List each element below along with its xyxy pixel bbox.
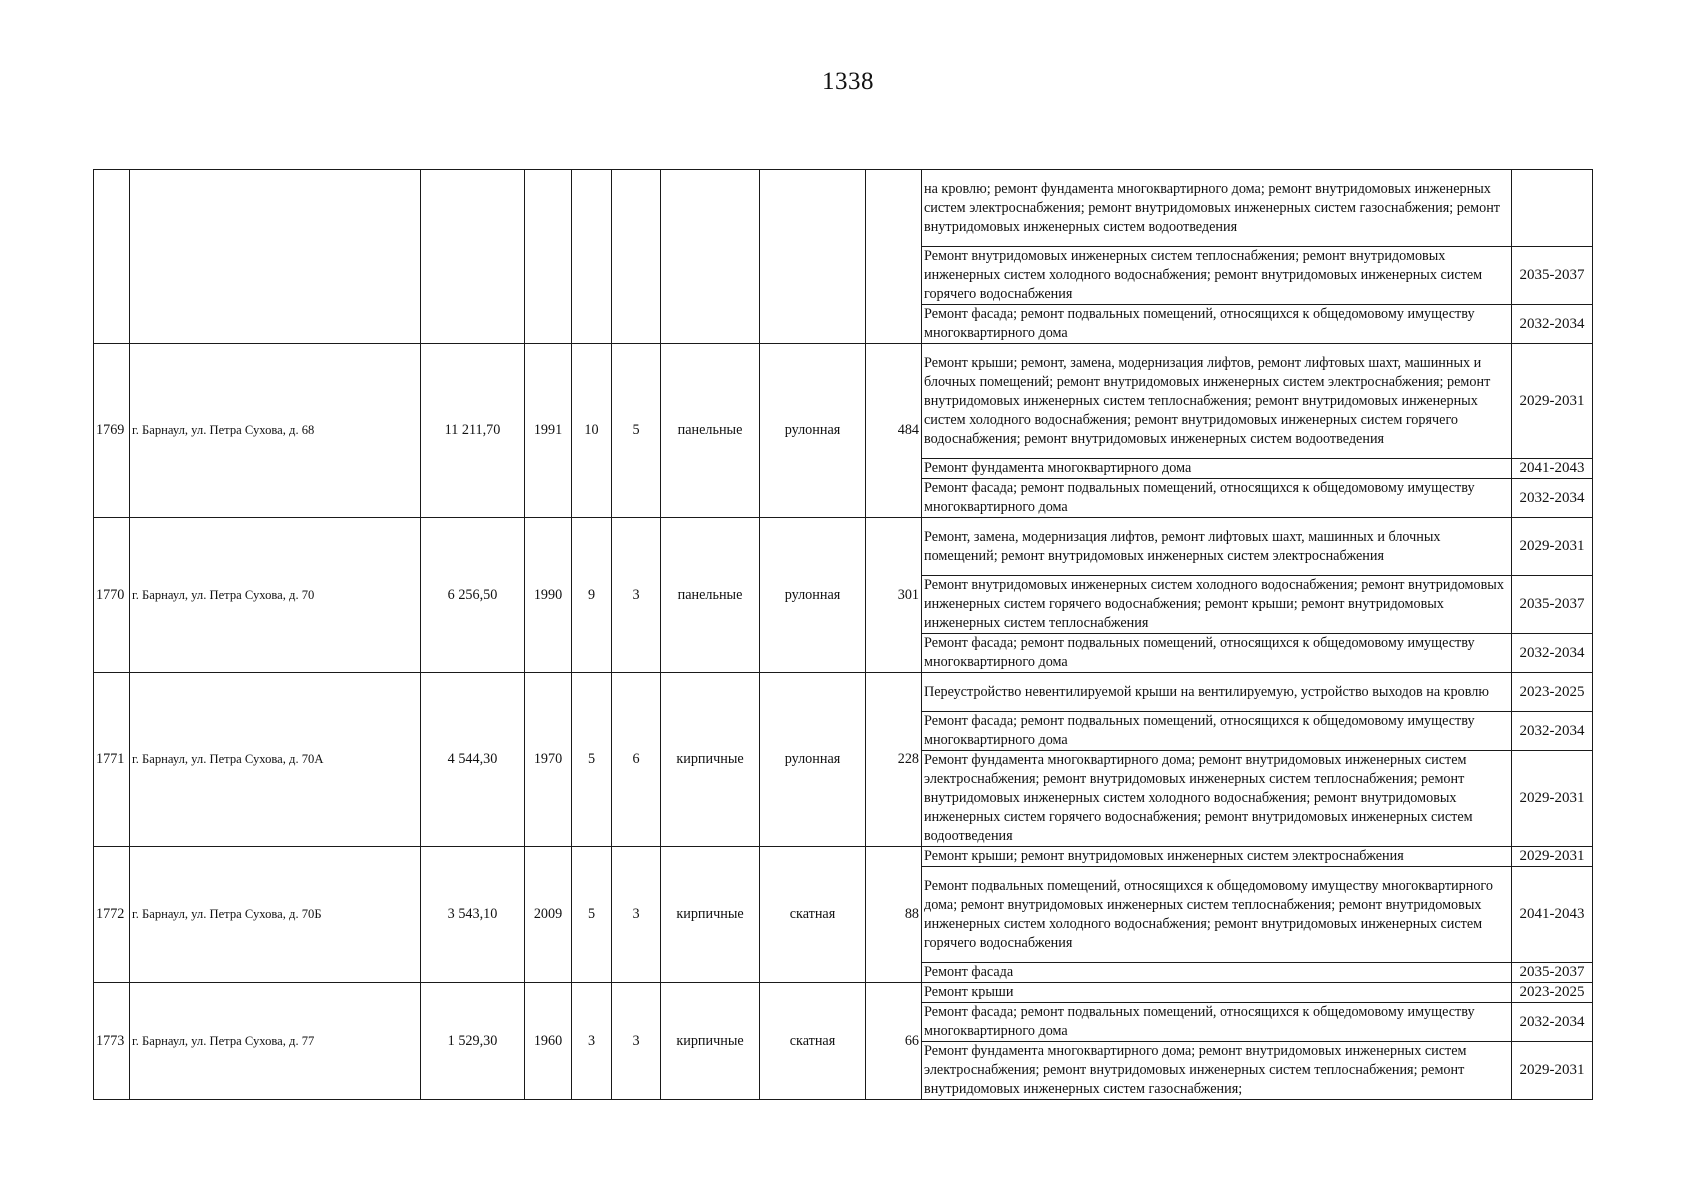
year-cell: 1990 bbox=[525, 518, 572, 673]
period-cell: 2032-2034 bbox=[1512, 479, 1593, 518]
walls-cell: кирпичные bbox=[661, 983, 760, 1100]
entrances-cell bbox=[612, 170, 661, 344]
walls-cell: кирпичные bbox=[661, 847, 760, 983]
num-cell bbox=[94, 170, 130, 344]
residents-cell: 66 bbox=[866, 983, 922, 1100]
period-cell: 2032-2034 bbox=[1512, 634, 1593, 673]
year-cell: 1991 bbox=[525, 344, 572, 518]
work-cell: Ремонт внутридомовых инженерных систем холодного водоснабжения; ремонт внутридомовых инженерных систем горячего водоснабжения; ремонт крыши; ремонт внутридомовых инженерных систем теплоснабжения bbox=[922, 576, 1512, 634]
entrances-cell: 5 bbox=[612, 344, 661, 518]
work-cell: Ремонт, замена, модернизация лифтов, ремонт лифтовых шахт, машинных и блочных помещений; ремонт внутридомовых инженерных систем электроснабжения bbox=[922, 518, 1512, 576]
year-cell: 1970 bbox=[525, 673, 572, 847]
capital-repair-table bbox=[93, 169, 1593, 1100]
period-cell: 2035-2037 bbox=[1512, 247, 1593, 305]
period-cell: 2041-2043 bbox=[1512, 867, 1593, 963]
work-cell: Ремонт подвальных помещений, относящихся к общедомовому имуществу многоквартирного дома; ремонт внутридомовых инженерных систем теплоснабжения; ремонт внутридомовых инженерных систем холодного водоснабжения; ремонт внутридомовых инженерных систем горячего водоснабжения bbox=[922, 867, 1512, 963]
work-cell: Ремонт крыши; ремонт внутридомовых инженерных систем электроснабжения bbox=[922, 847, 1512, 867]
area-cell: 11 211,70 bbox=[421, 344, 525, 518]
table-row bbox=[94, 344, 1593, 459]
floors-cell: 9 bbox=[572, 518, 612, 673]
area-cell: 1 529,30 bbox=[421, 983, 525, 1100]
work-cell: Ремонт фундамента многоквартирного дома; ремонт внутридомовых инженерных систем электроснабжения; ремонт внутридомовых инженерных систем теплоснабжения; ремонт внутридомовых инженерных систем газоснабжения; bbox=[922, 1042, 1512, 1100]
residents-cell: 228 bbox=[866, 673, 922, 847]
work-cell: Ремонт фундамента многоквартирного дома; ремонт внутридомовых инженерных систем электроснабжения; ремонт внутридомовых инженерных систем теплоснабжения; ремонт внутридомовых инженерных систем холодного водоснабжения; ремонт внутридомовых инженерных систем горячего водоснабжения; ремонт внутридомовых инженерных систем водоотведения bbox=[922, 751, 1512, 847]
table-row bbox=[94, 170, 1593, 247]
work-cell: Ремонт крыши; ремонт, замена, модернизация лифтов, ремонт лифтовых шахт, машинных и блочных помещений; ремонт внутридомовых инженерных систем электроснабжения; ремонт внутридомовых инженерных систем теплоснабжения; ремонт внутридомовых инженерных систем холодного водоснабжения; ремонт внутридомовых инженерных систем горячего водоснабжения; ремонт внутридомовых инженерных систем водоотведения bbox=[922, 344, 1512, 459]
work-cell: Ремонт фасада; ремонт подвальных помещений, относящихся к общедомовому имуществу многоквартирного дома bbox=[922, 712, 1512, 751]
work-cell: Ремонт фасада; ремонт подвальных помещений, относящихся к общедомовому имуществу многоквартирного дома bbox=[922, 305, 1512, 344]
num-cell: 1770 bbox=[94, 518, 130, 673]
year-cell: 1960 bbox=[525, 983, 572, 1100]
period-cell: 2035-2037 bbox=[1512, 576, 1593, 634]
floors-cell: 5 bbox=[572, 673, 612, 847]
roof-cell bbox=[760, 170, 866, 344]
work-cell: Переустройство невентилируемой крыши на вентилируемую, устройство выходов на кровлю bbox=[922, 673, 1512, 712]
period-cell: 2032-2034 bbox=[1512, 1003, 1593, 1042]
residents-cell: 88 bbox=[866, 847, 922, 983]
address-cell: г. Барнаул, ул. Петра Сухова, д. 70 bbox=[130, 518, 421, 673]
period-cell: 2023-2025 bbox=[1512, 983, 1593, 1003]
floors-cell: 3 bbox=[572, 983, 612, 1100]
num-cell: 1771 bbox=[94, 673, 130, 847]
floors-cell bbox=[572, 170, 612, 344]
entrances-cell: 6 bbox=[612, 673, 661, 847]
table-row bbox=[94, 983, 1593, 1003]
address-cell bbox=[130, 170, 421, 344]
num-cell: 1769 bbox=[94, 344, 130, 518]
area-cell bbox=[421, 170, 525, 344]
area-cell: 6 256,50 bbox=[421, 518, 525, 673]
roof-cell: рулонная bbox=[760, 518, 866, 673]
period-cell: 2029-2031 bbox=[1512, 1042, 1593, 1100]
work-cell: на кровлю; ремонт фундамента многоквартирного дома; ремонт внутридомовых инженерных систем электроснабжения; ремонт внутридомовых инженерных систем газоснабжения; ремонт внутридомовых инженерных систем водоотведения bbox=[922, 170, 1512, 247]
roof-cell: скатная bbox=[760, 847, 866, 983]
address-cell: г. Барнаул, ул. Петра Сухова, д. 77 bbox=[130, 983, 421, 1100]
num-cell: 1772 bbox=[94, 847, 130, 983]
year-cell: 2009 bbox=[525, 847, 572, 983]
walls-cell: панельные bbox=[661, 344, 760, 518]
residents-cell: 301 bbox=[866, 518, 922, 673]
floors-cell: 10 bbox=[572, 344, 612, 518]
area-cell: 4 544,30 bbox=[421, 673, 525, 847]
period-cell: 2029-2031 bbox=[1512, 751, 1593, 847]
entrances-cell: 3 bbox=[612, 518, 661, 673]
address-cell: г. Барнаул, ул. Петра Сухова, д. 70А bbox=[130, 673, 421, 847]
walls-cell: кирпичные bbox=[661, 673, 760, 847]
period-cell: 2041-2043 bbox=[1512, 459, 1593, 479]
roof-cell: рулонная bbox=[760, 344, 866, 518]
period-cell bbox=[1512, 170, 1593, 247]
period-cell: 2032-2034 bbox=[1512, 305, 1593, 344]
period-cell: 2035-2037 bbox=[1512, 963, 1593, 983]
address-cell: г. Барнаул, ул. Петра Сухова, д. 68 bbox=[130, 344, 421, 518]
num-cell: 1773 bbox=[94, 983, 130, 1100]
address-cell: г. Барнаул, ул. Петра Сухова, д. 70Б bbox=[130, 847, 421, 983]
entrances-cell: 3 bbox=[612, 847, 661, 983]
work-cell: Ремонт фасада; ремонт подвальных помещений, относящихся к общедомовому имуществу многоквартирного дома bbox=[922, 479, 1512, 518]
entrances-cell: 3 bbox=[612, 983, 661, 1100]
table-row bbox=[94, 518, 1593, 576]
work-cell: Ремонт фундамента многоквартирного дома bbox=[922, 459, 1512, 479]
roof-cell: рулонная bbox=[760, 673, 866, 847]
period-cell: 2023-2025 bbox=[1512, 673, 1593, 712]
work-cell: Ремонт фасада; ремонт подвальных помещений, относящихся к общедомовому имуществу многоквартирного дома bbox=[922, 634, 1512, 673]
walls-cell: панельные bbox=[661, 518, 760, 673]
period-cell: 2029-2031 bbox=[1512, 518, 1593, 576]
table-row bbox=[94, 847, 1593, 867]
residents-cell bbox=[866, 170, 922, 344]
work-cell: Ремонт крыши bbox=[922, 983, 1512, 1003]
work-cell: Ремонт фасада bbox=[922, 963, 1512, 983]
period-cell: 2029-2031 bbox=[1512, 344, 1593, 459]
period-cell: 2029-2031 bbox=[1512, 847, 1593, 867]
work-cell: Ремонт фасада; ремонт подвальных помещений, относящихся к общедомовому имуществу многоквартирного дома bbox=[922, 1003, 1512, 1042]
year-cell bbox=[525, 170, 572, 344]
floors-cell: 5 bbox=[572, 847, 612, 983]
residents-cell: 484 bbox=[866, 344, 922, 518]
area-cell: 3 543,10 bbox=[421, 847, 525, 983]
page-number: 1338 bbox=[822, 68, 874, 95]
table-row bbox=[94, 673, 1593, 712]
work-cell: Ремонт внутридомовых инженерных систем теплоснабжения; ремонт внутридомовых инженерных систем холодного водоснабжения; ремонт внутридомовых инженерных систем горячего водоснабжения bbox=[922, 247, 1512, 305]
walls-cell bbox=[661, 170, 760, 344]
period-cell: 2032-2034 bbox=[1512, 712, 1593, 751]
roof-cell: скатная bbox=[760, 983, 866, 1100]
